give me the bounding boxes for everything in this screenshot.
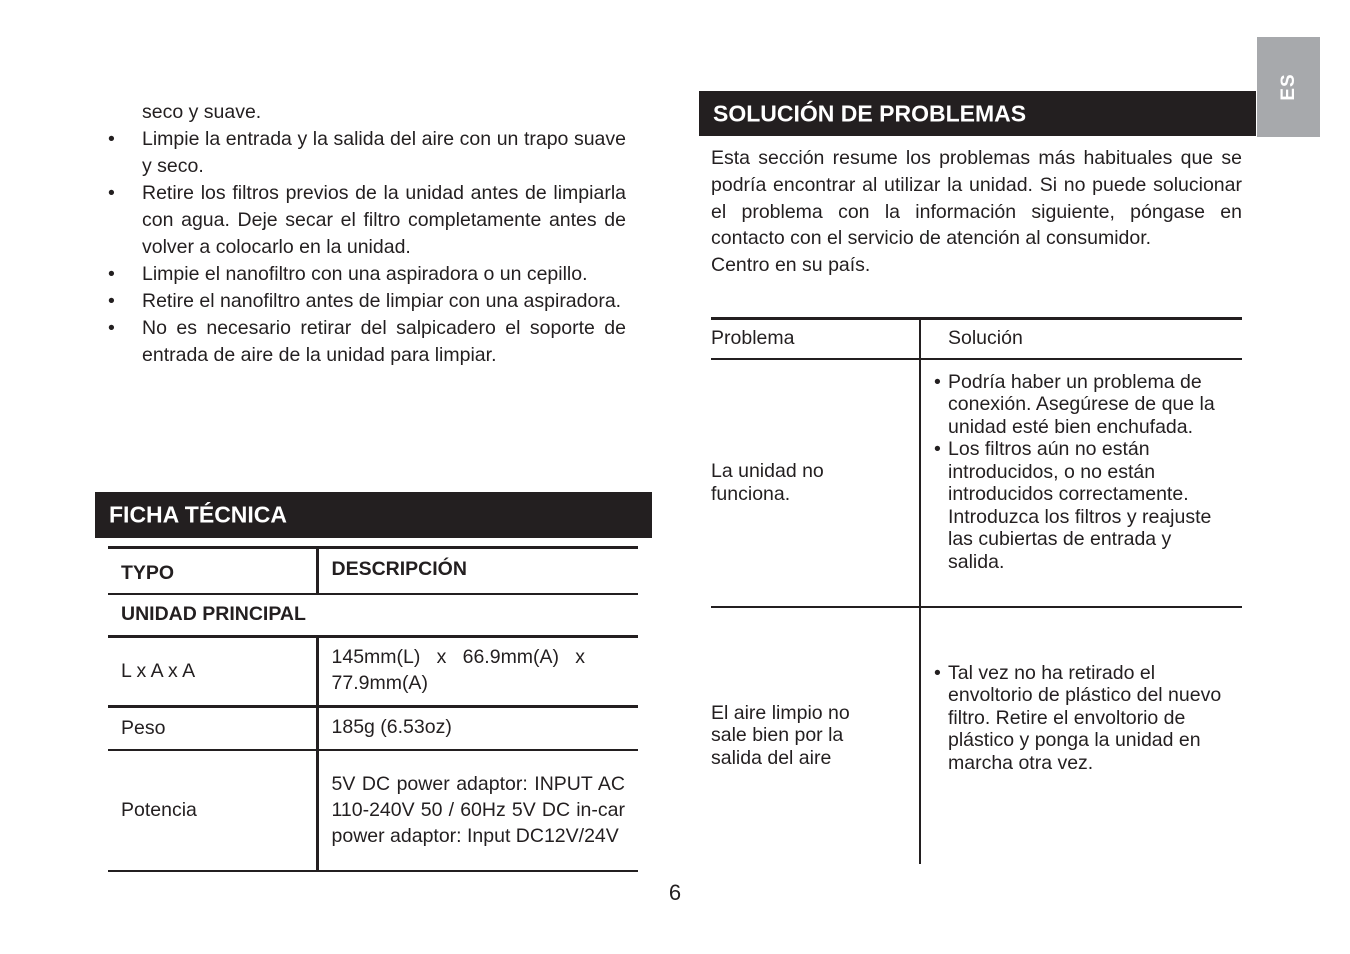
list-item: • No es necesario retirar del salpicadero el soporte de entrada de aire de la unidad para limpiar. [108,317,626,366]
troubleshooting-heading [699,91,1256,136]
ficha-tecnica-title: FICHA TÉCNICA [109,501,288,528]
table-row [108,750,638,871]
trouble-header-problem: Problema [711,327,795,350]
list-item: • Retire el nanofiltro antes de limpiar con una aspiradora. [108,288,626,315]
bullet-icon: • [934,661,941,684]
bullet-icon: • [108,128,115,150]
language-tab [1257,37,1320,137]
spec-row-value: 185g (6.53oz) [317,707,638,750]
spec-row-value: 145mm(L) x 66.9mm(A) x 77.9mm(A) [317,637,638,707]
spec-row-label: Potencia [121,798,197,821]
table-row [711,319,1242,359]
trouble-problem: La unidad no funciona. [711,460,824,505]
bullet-icon: • [934,370,941,393]
troubleshooting-intro [711,145,1242,279]
table-row [711,359,1242,607]
intro-paragraph: Esta sección resume los problemas más habituales que se podría encontrar al utilizar la unidad. Si no puede solucionar el problema con la información siguiente, póngase en contacto con el servicio de atención al consumidor. [711,147,1242,250]
trouble-header-solution: Solución [920,319,1242,359]
trouble-problem: El aire limpio no sale bien por la salida del aire [711,701,850,769]
continuation-text: seco y suave. [142,101,262,123]
table-row [108,548,638,594]
table-row [711,607,1242,864]
solution-list [934,371,1242,574]
language-tab-label: ES [1277,73,1299,101]
bullet-icon: • [108,290,115,312]
spec-row-label: L x A x A [121,660,196,682]
list-item: • Retire los filtros previos de la unidad antes de limpiarla con agua. Deje secar el filtro completamente antes de volver a colocarlo en la unidad. [108,182,626,258]
spec-row-value: 5V DC power adaptor: INPUT AC 110-240V 50 / 60Hz 5V DC in-car power adaptor: Input DC12V/24V [317,750,638,871]
spec-row-label: Peso [121,716,166,739]
spec-table [108,546,638,872]
page-number: 6 [668,880,682,905]
ficha-tecnica-heading [95,492,652,538]
cleaning-instructions [108,99,626,369]
list-item: • Tal vez no ha retirado el envoltorio de plástico del nuevo filtro. Retire el envoltorio de plástico y ponga la unidad en marcha otra vez. [934,661,1222,774]
spec-header-type: TYPO [121,561,175,584]
cleaning-bullet-list [108,126,626,369]
intro-paragraph-2: Centro en su país. [711,254,871,277]
table-row [108,637,638,707]
bullet-icon: • [108,317,115,339]
list-item: • Limpie la entrada y la salida del aire con un trapo suave y seco. [108,128,626,177]
troubleshooting-table [711,317,1242,864]
trouble-solution [920,359,1242,607]
spec-unit-label: UNIDAD PRINCIPAL [121,603,306,626]
list-item: • Limpie el nanofiltro con una aspiradora o un cepillo. [108,261,626,288]
table-row [108,594,638,637]
spec-header-description: DESCRIPCIÓN [317,548,638,594]
bullet-icon: • [934,438,941,460]
bullet-icon: • [108,182,115,204]
list-item: • Los filtros aún no están introducidos, o no están introducidos correctamente. Introduzca los filtros y reajuste las cubiertas de entrada y salida. [934,438,1212,573]
table-row [108,707,638,750]
list-item: • Podría haber un problema de conexión. Asegúrese de que la unidad esté bien enchufada. [934,370,1215,438]
trouble-solution [920,607,1242,864]
troubleshooting-title: SOLUCIÓN DE PROBLEMAS [713,100,1027,126]
solution-list [934,662,1242,775]
bullet-icon: • [108,263,115,285]
